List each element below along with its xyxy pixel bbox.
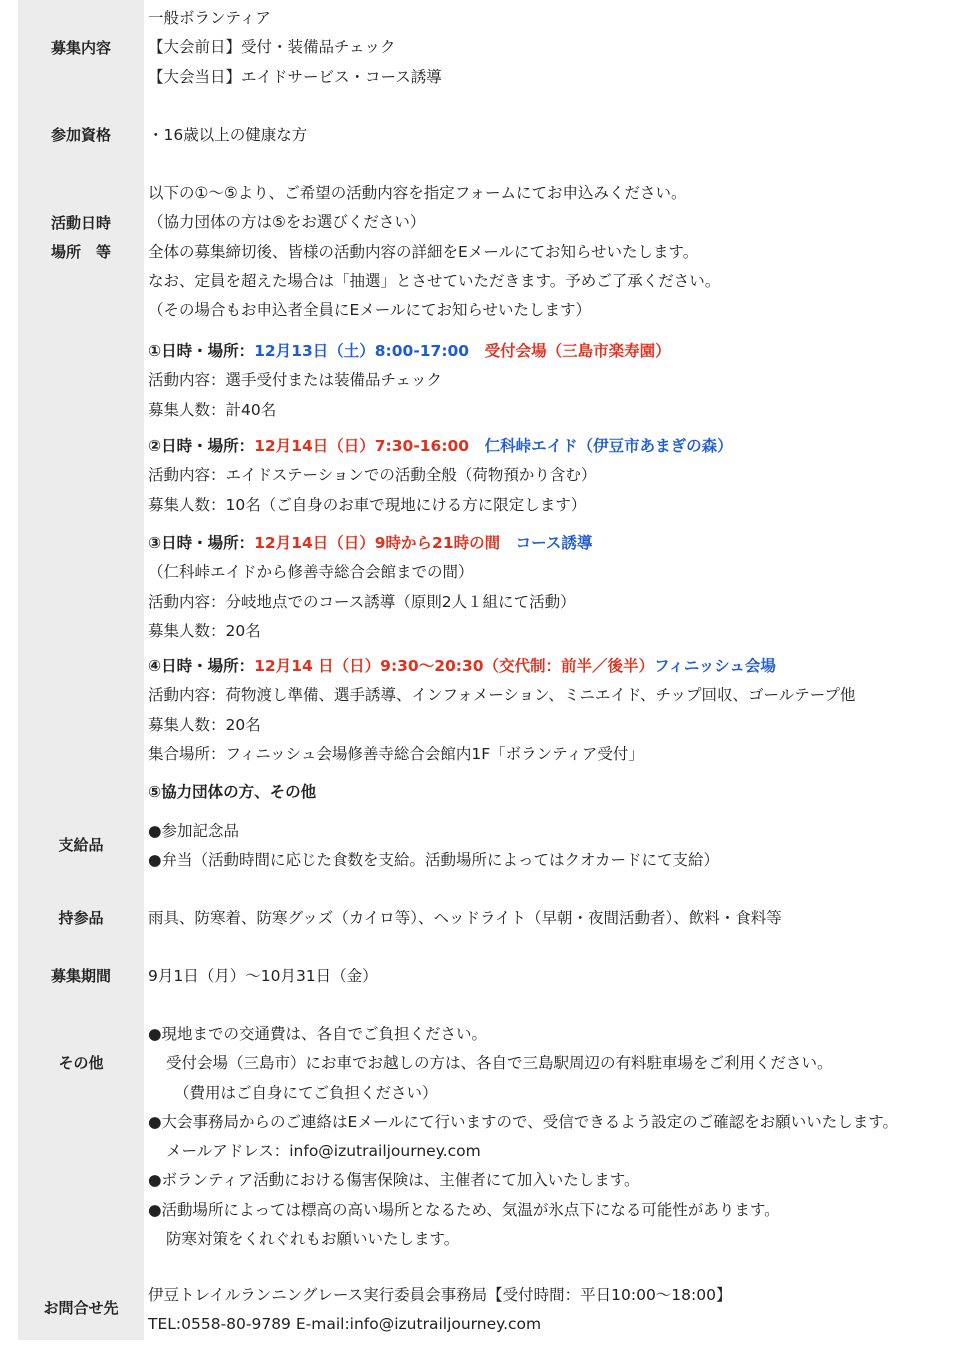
other-item: 受付会場（三島市）にお車でお越しの方は、各自で三島駅周辺の有料駐車場をご利用ください。	[166, 1054, 833, 1073]
other-item: （費用はご自身にてご負担ください）	[174, 1083, 438, 1102]
label-recruit: 募集内容	[50, 39, 111, 57]
intro-line: 全体の募集締切後、皆様の活動内容の詳細をEメールにてお知らせいたします。	[148, 242, 699, 261]
slot-1-place: 受付会場（三島市楽寿園）	[484, 342, 671, 360]
slot-2-head: ②日時・場所：	[148, 437, 255, 455]
slot-4-activity: 活動内容：荷物渡し準備、選手誘導、インフォメーション、ミニエイド、チップ回収、ゴールテープ他	[148, 686, 856, 705]
slot-2-activity: 活動内容：エイドステーションでの活動全般（荷物預かり含む）	[148, 466, 597, 485]
slot-2-count: 募集人数：10名（ご自身のお車で現地にける方に限定します）	[148, 495, 587, 514]
contact-block	[148, 1281, 731, 1340]
slot-3-note: （仁科峠エイドから修善寺総合会館までの間）	[148, 563, 474, 582]
other-item: メールアドレス：info@izutrailjourney.com	[166, 1142, 481, 1161]
slot-4-heading	[148, 652, 855, 681]
contact-line: 伊豆トレイルランニングレース実行委員会事務局【受付時間：平日10:00～18:00】	[148, 1286, 732, 1304]
label-bring: 持参品	[58, 909, 104, 927]
supplied-item: ●参加記念品	[148, 822, 240, 840]
slot-1-head: ①日時・場所：	[148, 342, 255, 360]
other-item: 防寒対策をくれぐれもお願いいたします。	[166, 1230, 460, 1249]
schedule-intro	[148, 179, 720, 325]
slot-3-place: コース誘導	[515, 534, 593, 552]
slot-1	[148, 337, 671, 425]
slot-4-meeting: 集合場所：フィニッシュ会場修善寺総合会館内1F「ボランティア受付」	[148, 744, 644, 763]
label-eligibility: 参加資格	[50, 126, 111, 144]
slot-4-date: 12月14 日（日）9:30～20:30（交代制：前半／後半）	[254, 657, 655, 675]
slot-3-head: ③日時・場所：	[148, 534, 255, 552]
slot-4	[148, 652, 855, 769]
recruit-line: 【大会当日】エイドサービス・コース誘導	[148, 67, 442, 86]
slot-1-activity: 活動内容：選手受付または装備品チェック	[148, 371, 443, 390]
slot-3-count: 募集人数：20名	[148, 621, 261, 640]
label-schedule-2: 場所 等	[50, 243, 111, 261]
slot-2-date: 12月14日（日）7:30-16:00	[254, 437, 470, 455]
slot-4-count: 募集人数：20名	[148, 715, 261, 734]
slot-3-date: 12月14日（日）9時から21時の間	[254, 534, 501, 552]
label-contact: お問合せ先	[43, 1299, 119, 1317]
slot-1-date: 12月13日（土）8:00-17:00	[254, 342, 470, 360]
intro-line: なお、定員を超えた場合は「抽選」とさせていただきます。予めご了承ください。	[148, 271, 721, 290]
intro-line: （協力団体の方は⑤をお選びください）	[148, 213, 426, 232]
label-schedule-1: 活動日時	[50, 214, 111, 232]
label-column	[18, 0, 144, 1340]
slot-1-count: 募集人数：計40名	[148, 400, 277, 419]
contact-line: TEL:0558-80-9789 E-mail:info@izutrailjourney.com	[148, 1315, 542, 1334]
slot-3-heading	[148, 529, 592, 558]
slot-1-heading	[148, 337, 671, 366]
intro-line: （その場合もお申込者全員にEメールにてお知らせいたします）	[148, 301, 592, 320]
recruit-line: 一般ボランティア	[148, 9, 271, 27]
label-period: 募集期間	[50, 967, 111, 985]
recruit-block	[148, 4, 442, 92]
slot-3-activity: 活動内容：分岐地点でのコース誘導（原則2人１組にて活動）	[148, 592, 576, 611]
period-text: 9月1日（月）～10月31日（金）	[148, 967, 378, 985]
slot-4-head: ④日時・場所：	[148, 657, 255, 675]
slot-4-place: フィニッシュ会場	[654, 657, 776, 675]
label-supplied: 支給品	[58, 836, 104, 854]
other-item: ●大会事務局からのご連絡はEメールにて行いますので、受信できるよう設定のご確認をお願いいたします。	[148, 1112, 898, 1131]
intro-line: 以下の①～⑤より、ご希望の活動内容を指定フォームにてお申込みください。	[148, 184, 687, 202]
other-block	[148, 1020, 898, 1254]
slot-2	[148, 432, 733, 520]
other-item: ●活動場所によっては標高の高い場所となるため、気温が氷点下になる可能性があります。	[148, 1200, 780, 1219]
slot-5-head: ⑤協力団体の方、その他	[148, 783, 317, 801]
supplied-block	[148, 817, 719, 876]
other-item: ●ボランティア活動における傷害保険は、主催者にて加入いたします。	[148, 1171, 640, 1190]
slot-2-heading	[148, 432, 733, 461]
recruit-line: 【大会前日】受付・装備品チェック	[148, 38, 396, 57]
slot-3	[148, 529, 592, 646]
eligibility-text: ・16歳以上の健康な方	[148, 126, 308, 144]
bring-text: 雨具、防寒着、防寒グッズ（カイロ等）、ヘッドライト（早朝・夜間活動者）、飲料・食料等	[148, 909, 782, 927]
supplied-item: ●弁当（活動時間に応じた食数を支給。活動場所によってはクオカードにて支給）	[148, 851, 720, 870]
other-item: ●現地までの交通費は、各自でご負担ください。	[148, 1025, 488, 1043]
label-other: その他	[58, 1054, 104, 1072]
slot-2-place: 仁科峠エイド（伊豆市あまぎの森）	[484, 437, 733, 455]
